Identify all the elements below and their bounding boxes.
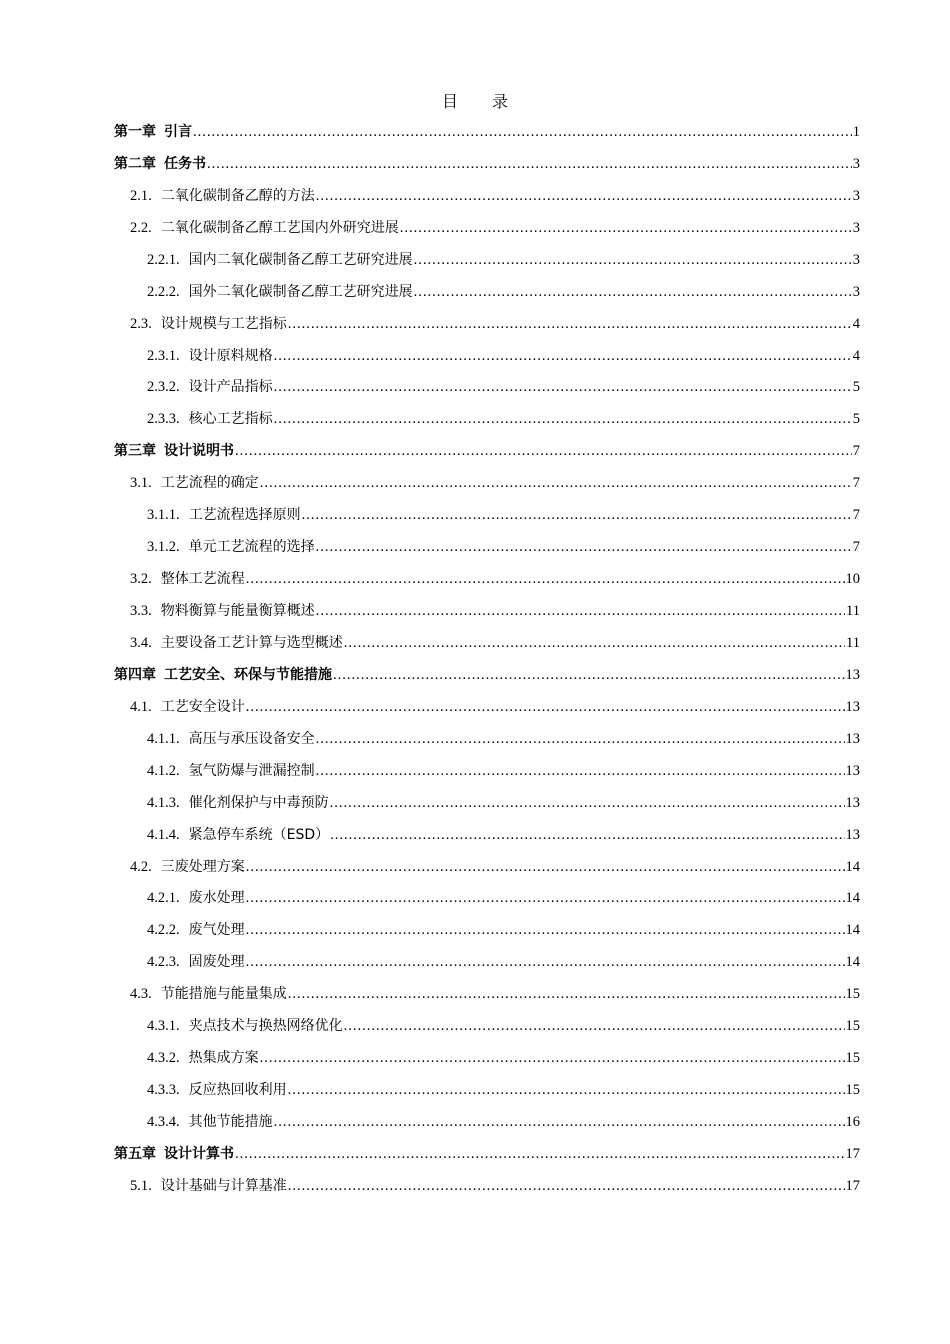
toc-entry-text — [147, 247, 413, 273]
toc-leader-dots — [316, 598, 845, 624]
toc-leader-dots — [333, 662, 845, 688]
toc-entry-number: 4.2.1. — [147, 890, 180, 907]
toc-entry-text — [130, 566, 245, 592]
toc-page-number: 11 — [846, 603, 860, 620]
toc-entry-number: 3.4. — [130, 634, 152, 651]
toc-entry-number: 4.3.2. — [147, 1050, 180, 1067]
toc-entry-text — [147, 885, 245, 911]
toc-entry-heading — [130, 981, 846, 1007]
toc-entry-label: 工艺安全、环保与节能措施 — [164, 666, 332, 683]
toc-entry-text — [114, 438, 234, 464]
toc-entry-label: 国内二氧化碳制备乙醇工艺研究进展 — [188, 251, 413, 268]
toc-entry[interactable] — [114, 276, 860, 308]
toc-entry-heading — [130, 311, 853, 337]
toc-leader-dots — [260, 1045, 845, 1071]
toc-entry-number: 2.2.2. — [147, 283, 180, 300]
toc-entry-text — [147, 279, 413, 305]
toc-leader-dots — [316, 534, 852, 560]
toc-entry[interactable] — [114, 1042, 860, 1074]
toc-entry-number: 3.1.2. — [147, 539, 180, 556]
toc-page-number: 1 — [852, 123, 860, 140]
toc-entry[interactable] — [114, 180, 860, 212]
toc-leader-dots — [344, 630, 845, 656]
toc-leader-dots — [330, 822, 844, 848]
toc-entry-number: 4.1.3. — [147, 794, 180, 811]
toc-entry-heading — [147, 758, 846, 784]
toc-page-number: 14 — [845, 954, 860, 971]
toc-entry-heading — [130, 598, 846, 624]
toc-entry[interactable] — [114, 148, 860, 180]
toc-title-char-2: 录 — [492, 92, 509, 111]
toc-entry[interactable] — [114, 691, 860, 723]
toc-entry[interactable] — [114, 1010, 860, 1042]
toc-entry-text — [147, 790, 329, 816]
toc-leader-dots — [316, 758, 845, 784]
toc-leader-dots — [207, 151, 852, 177]
toc-entry-heading — [147, 374, 853, 400]
toc-entry-label: 设计规模与工艺指标 — [160, 315, 287, 332]
toc-entry[interactable] — [114, 914, 860, 946]
toc-leader-dots — [274, 406, 852, 432]
toc-entry-text — [130, 630, 343, 656]
toc-entry-number: 2.3.1. — [147, 347, 180, 364]
toc-entry-heading — [147, 247, 853, 273]
toc-entry-heading — [147, 885, 846, 911]
toc-leader-dots — [316, 726, 845, 752]
toc-entry[interactable] — [114, 403, 860, 435]
toc-entry[interactable] — [114, 212, 860, 244]
toc-page-number: 3 — [852, 283, 860, 300]
toc-entry-heading — [147, 534, 853, 560]
toc-leader-dots — [246, 566, 845, 592]
toc-entry[interactable] — [114, 1138, 860, 1170]
toc-entry-number: 4.1. — [130, 698, 152, 715]
toc-entry-text — [147, 726, 315, 752]
toc-entry-heading — [130, 694, 846, 720]
toc-leader-dots — [193, 119, 852, 145]
toc-entry-text — [147, 406, 273, 432]
toc-entry-heading — [114, 438, 853, 464]
toc-entry-number: 4.3.1. — [147, 1018, 180, 1035]
toc-entry-number: 2.3.3. — [147, 411, 180, 428]
toc-entry[interactable] — [114, 372, 860, 404]
toc-entry-label: 设计计算书 — [164, 1145, 234, 1162]
toc-entry-label: 工艺流程的确定 — [160, 475, 259, 492]
toc-entry-heading — [147, 1109, 846, 1135]
toc-entry[interactable] — [114, 340, 860, 372]
toc-entry-heading — [130, 1173, 846, 1199]
toc-entry-heading — [130, 470, 853, 496]
toc-page-number: 15 — [845, 986, 860, 1003]
toc-leader-dots — [288, 1173, 845, 1199]
toc-entry-heading — [130, 566, 846, 592]
toc-entry[interactable] — [114, 116, 860, 148]
toc-page-number: 15 — [845, 1050, 860, 1067]
toc-entry[interactable] — [114, 946, 860, 978]
toc-page-number: 7 — [852, 539, 860, 556]
toc-entry-number: 3.3. — [130, 603, 152, 620]
toc-entry-heading — [147, 726, 846, 752]
toc-entry-heading — [147, 1045, 846, 1071]
toc-entry-heading — [130, 854, 846, 880]
toc-page-number: 3 — [852, 187, 860, 204]
toc-entry-label: 高压与承压设备安全 — [188, 730, 315, 747]
toc-entry-heading — [147, 1077, 846, 1103]
toc-entry-label: 废气处理 — [188, 922, 245, 939]
toc-entry[interactable] — [114, 244, 860, 276]
toc-entry-number: 4.3.4. — [147, 1114, 180, 1131]
toc-entry-number: 2.1. — [130, 187, 152, 204]
toc-entry-number: 第五章 — [114, 1145, 156, 1162]
toc-entry-text — [147, 1013, 343, 1039]
toc-page-number: 11 — [846, 634, 860, 651]
toc-page-number: 14 — [845, 922, 860, 939]
toc-entry-label: 热集成方案 — [188, 1050, 259, 1067]
toc-entry-heading — [147, 949, 846, 975]
toc-leader-dots — [274, 1109, 845, 1135]
toc-page-number: 13 — [845, 730, 860, 747]
toc-entry-number: 4.2. — [130, 858, 152, 875]
toc-entry-text — [147, 534, 315, 560]
toc-entry-number: 4.3. — [130, 986, 152, 1003]
toc-entry-label: 物料衡算与能量衡算概述 — [160, 603, 315, 620]
toc-entry-heading — [147, 343, 853, 369]
toc-entry-text — [147, 343, 273, 369]
toc-entry-heading — [114, 151, 853, 177]
toc-entry-label: 催化剂保护与中毒预防 — [188, 794, 329, 811]
toc-leader-dots — [288, 981, 845, 1007]
toc-entry-number: 2.3.2. — [147, 379, 180, 396]
toc-leader-dots — [274, 374, 852, 400]
toc-entry-text — [130, 215, 399, 241]
toc-leader-dots — [235, 438, 852, 464]
toc-leader-dots — [246, 949, 845, 975]
toc-entry[interactable] — [114, 595, 860, 627]
toc-entry-label: 任务书 — [164, 155, 206, 172]
toc-entry[interactable] — [114, 563, 860, 595]
toc-entry-number: 2.3. — [130, 315, 152, 332]
toc-page-number: 13 — [845, 666, 860, 683]
toc-page-number: 3 — [852, 155, 860, 172]
toc-page-number: 14 — [845, 858, 860, 875]
toc-page-number: 15 — [845, 1082, 860, 1099]
toc-entry[interactable] — [114, 659, 860, 691]
toc-page-number: 10 — [845, 571, 860, 588]
toc-page-number: 7 — [852, 507, 860, 524]
toc-entry-text — [147, 822, 329, 848]
toc-title — [0, 89, 950, 112]
toc-entry[interactable] — [114, 723, 860, 755]
toc-entry-number: 4.1.2. — [147, 762, 180, 779]
toc-entry-label: 设计说明书 — [164, 443, 234, 460]
toc-entry-heading — [147, 502, 853, 528]
toc-leader-dots — [246, 917, 845, 943]
toc-entry-text — [130, 598, 315, 624]
toc-page-number: 13 — [845, 826, 860, 843]
toc-entry-number: 3.2. — [130, 571, 152, 588]
toc-entry-number: 4.3.3. — [147, 1082, 180, 1099]
toc-entry[interactable] — [114, 819, 860, 851]
toc-entry-number: 4.1.4. — [147, 826, 180, 843]
toc-entry-label: 固废处理 — [188, 954, 245, 971]
toc-page-number: 7 — [852, 443, 860, 460]
toc-page-number: 13 — [845, 794, 860, 811]
toc-entry-number: 第四章 — [114, 666, 156, 683]
toc-entry-text — [147, 374, 273, 400]
toc-entry-label: 单元工艺流程的选择 — [188, 539, 315, 556]
toc-entry[interactable] — [114, 308, 860, 340]
toc-entry-text — [114, 119, 192, 145]
toc-entry-number: 4.2.2. — [147, 922, 180, 939]
toc-entry[interactable] — [114, 1170, 860, 1202]
toc-page-number: 5 — [852, 411, 860, 428]
toc-entry-text — [114, 1141, 234, 1167]
toc-entry-text — [114, 151, 206, 177]
toc-entry-number: 第一章 — [114, 123, 156, 140]
toc-entry-label: 设计产品指标 — [188, 379, 273, 396]
toc-entry-text — [130, 854, 245, 880]
toc-entry-heading — [147, 406, 853, 432]
toc-page-number: 13 — [845, 762, 860, 779]
toc-entry-label: 节能措施与能量集成 — [160, 986, 287, 1003]
toc-leader-dots — [274, 343, 852, 369]
toc-entry-text — [147, 1045, 259, 1071]
toc-entry-text — [130, 311, 287, 337]
toc-page-number: 7 — [852, 475, 860, 492]
toc-entry-number: 4.1.1. — [147, 730, 180, 747]
table-of-contents — [114, 116, 860, 1202]
toc-entry-label: 二氧化碳制备乙醇工艺国内外研究进展 — [160, 219, 399, 236]
toc-entry-label: 工艺流程选择原则 — [188, 507, 301, 524]
toc-entry-text — [147, 949, 245, 975]
toc-entry-heading — [147, 1013, 846, 1039]
toc-leader-dots — [288, 311, 852, 337]
toc-entry-heading — [114, 119, 853, 145]
toc-entry-heading — [130, 183, 853, 209]
toc-entry-number: 3.1. — [130, 475, 152, 492]
toc-entry[interactable] — [114, 755, 860, 787]
toc-entry-number: 4.2.3. — [147, 954, 180, 971]
toc-entry-text — [130, 694, 245, 720]
toc-entry-number: 2.2. — [130, 219, 152, 236]
toc-leader-dots — [288, 1077, 845, 1103]
toc-page-number: 15 — [845, 1018, 860, 1035]
toc-entry-number: 第二章 — [114, 155, 156, 172]
toc-entry[interactable] — [114, 1106, 860, 1138]
toc-entry-label: 三废处理方案 — [160, 858, 245, 875]
toc-entry[interactable] — [114, 627, 860, 659]
toc-entry-text — [147, 917, 245, 943]
toc-entry-label: 其他节能措施 — [188, 1114, 273, 1131]
toc-entry[interactable] — [114, 531, 860, 563]
toc-entry-label: 紧急停车系统（ESD） — [188, 826, 330, 843]
toc-leader-dots — [246, 854, 845, 880]
toc-page-number: 17 — [845, 1145, 860, 1162]
toc-entry-text — [130, 183, 315, 209]
toc-entry[interactable] — [114, 435, 860, 467]
toc-leader-dots — [302, 502, 852, 528]
toc-entry-label: 设计原料规格 — [188, 347, 273, 364]
toc-entry[interactable] — [114, 883, 860, 915]
toc-entry[interactable] — [114, 978, 860, 1010]
toc-entry-number: 2.2.1. — [147, 251, 180, 268]
toc-entry-heading — [147, 790, 846, 816]
toc-entry-text — [130, 981, 287, 1007]
toc-page-number: 17 — [845, 1177, 860, 1194]
toc-page-number: 3 — [852, 219, 860, 236]
toc-page-number: 3 — [852, 251, 860, 268]
toc-entry-number: 5.1. — [130, 1177, 152, 1194]
toc-leader-dots — [344, 1013, 845, 1039]
toc-leader-dots — [246, 694, 845, 720]
toc-leader-dots — [330, 790, 845, 816]
toc-page-number: 14 — [845, 890, 860, 907]
toc-page-number: 5 — [852, 379, 860, 396]
toc-entry-heading — [130, 630, 846, 656]
toc-entry-heading — [114, 662, 846, 688]
toc-entry-label: 设计基础与计算基准 — [160, 1177, 287, 1194]
toc-title-char-1: 目 — [441, 92, 458, 111]
toc-entry-heading — [147, 917, 846, 943]
toc-leader-dots — [414, 279, 852, 305]
toc-leader-dots — [235, 1141, 845, 1167]
toc-page-number: 4 — [852, 315, 860, 332]
toc-entry-heading — [130, 215, 853, 241]
toc-entry-text — [147, 1077, 287, 1103]
toc-entry-heading — [114, 1141, 846, 1167]
toc-entry[interactable] — [114, 851, 860, 883]
toc-entry-number: 3.1.1. — [147, 507, 180, 524]
toc-leader-dots — [260, 470, 852, 496]
toc-entry-label: 夹点技术与换热网络优化 — [188, 1018, 343, 1035]
toc-entry-label: 国外二氧化碳制备乙醇工艺研究进展 — [188, 283, 413, 300]
toc-entry-text — [147, 502, 301, 528]
toc-entry-label: 主要设备工艺计算与选型概述 — [160, 634, 343, 651]
toc-entry-heading — [147, 822, 846, 848]
toc-entry-label: 工艺安全设计 — [160, 698, 245, 715]
toc-entry-text — [114, 662, 332, 688]
toc-entry[interactable] — [114, 467, 860, 499]
toc-entry-label: 整体工艺流程 — [160, 571, 245, 588]
toc-entry-text — [130, 1173, 287, 1199]
toc-page-number: 16 — [845, 1114, 860, 1131]
toc-entry-label: 核心工艺指标 — [188, 411, 273, 428]
toc-entry-label: 反应热回收利用 — [188, 1082, 287, 1099]
toc-leader-dots — [246, 885, 845, 911]
toc-entry-heading — [147, 279, 853, 305]
toc-entry-text — [147, 1109, 273, 1135]
toc-page-number: 4 — [852, 347, 860, 364]
toc-entry-label: 引言 — [164, 123, 192, 140]
toc-entry-text — [147, 758, 315, 784]
toc-entry-text — [130, 470, 259, 496]
toc-entry-label: 废水处理 — [188, 890, 245, 907]
toc-page-number: 13 — [845, 698, 860, 715]
toc-entry[interactable] — [114, 499, 860, 531]
toc-entry[interactable] — [114, 1074, 860, 1106]
toc-entry[interactable] — [114, 787, 860, 819]
toc-entry-label: 氢气防爆与泄漏控制 — [188, 762, 315, 779]
toc-leader-dots — [316, 183, 852, 209]
toc-entry-number: 第三章 — [114, 443, 156, 460]
toc-leader-dots — [414, 247, 852, 273]
toc-leader-dots — [400, 215, 852, 241]
toc-entry-label: 二氧化碳制备乙醇的方法 — [160, 187, 315, 204]
